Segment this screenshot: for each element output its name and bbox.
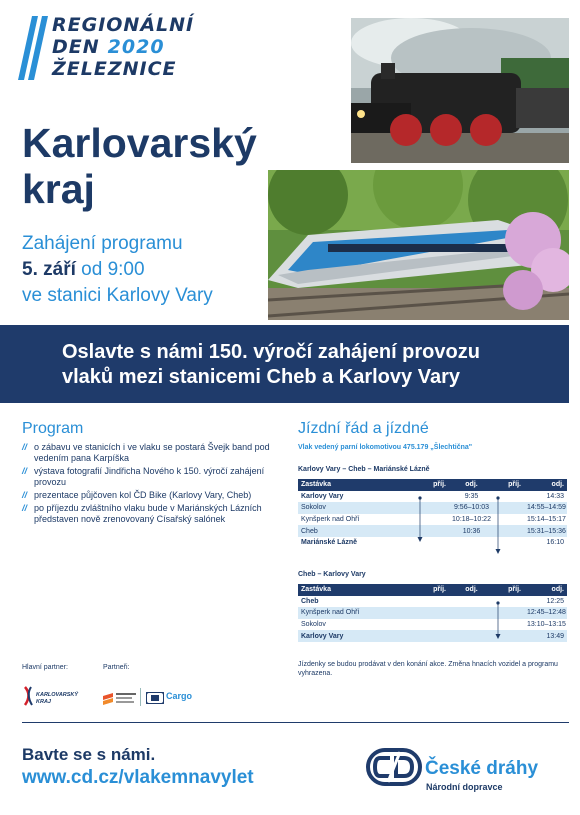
stop-cell: Karlovy Vary <box>298 630 410 642</box>
anniversary-banner <box>0 325 569 403</box>
stop-cell: Kynšperk nad Ohří <box>301 516 360 524</box>
locomotive-note: Vlak vedený parní lokomotivou 475.179 „Šlechtična" <box>298 444 473 451</box>
steam-locomotive-photo <box>351 18 569 163</box>
banner-line2: vlaků mezi stanicemi Cheb a Karlovy Vary <box>62 366 460 388</box>
departure-cell: 15:14–15:17 <box>527 516 566 524</box>
logo-year: 2020 <box>107 36 165 58</box>
intro-line2 <box>22 257 213 283</box>
footer-divider <box>22 722 569 723</box>
region-logo-text: KARLOVARSKÝ KRAJ <box>36 692 79 705</box>
program-item <box>22 490 292 501</box>
program-list <box>22 442 292 527</box>
banner-line1: Oslavte s námi 150. výročí zahájení provozu <box>62 341 480 363</box>
bullet-icon: // <box>22 442 28 452</box>
intro-date: 5. září <box>22 259 76 280</box>
departure-cell: 15:31–15:36 <box>524 525 567 537</box>
program-item <box>22 466 292 488</box>
col-departure: odj. <box>449 584 494 596</box>
col-departure: odj. <box>524 479 567 491</box>
event-logo <box>52 14 194 80</box>
train-direction-arrows <box>298 479 567 649</box>
cd-cargo-label: Cargo <box>166 691 193 701</box>
logo-line2-row <box>52 36 194 58</box>
departure-cell: 9:56–10:03 <box>449 502 494 514</box>
timetable-note: Jízdenky se budou prodávat v den konání akce. Změna hnacích vozidel a programu vyhrazena. <box>298 661 558 677</box>
departure-cell: 10:36 <box>449 525 494 537</box>
stop-cell: Karlovy Vary <box>301 492 344 500</box>
brand-name: České dráhy <box>425 758 539 779</box>
intro-time: od 9:00 <box>75 259 145 280</box>
region-logo-icon <box>22 685 36 707</box>
program-item <box>22 442 292 464</box>
program-item-text: prezentace půjčoven kol ČD Bike (Karlovy Vary, Cheb) <box>34 490 252 500</box>
intro-line1: Zahájení programu <box>22 233 183 254</box>
program-item-text: po příjezdu zvláštního vlaku bude v Mariánských Lázních představen nově zrenovovaný Císařský salónek <box>34 503 262 524</box>
partners-label: Partneři: <box>103 664 130 671</box>
departure-cell: 13:10–13:15 <box>527 621 566 629</box>
logo-line1: REGIONÁLNÍ <box>52 14 195 36</box>
route2-title: Cheb – Karlovy Vary <box>298 571 366 578</box>
stop-cell: Cheb <box>301 597 319 605</box>
bullet-icon: // <box>22 490 28 500</box>
brand-subtitle: Národní dopravce <box>426 782 503 792</box>
intro-line3: ve stanici Karlovy Vary <box>22 285 213 306</box>
program-item-text: o zábavu ve stanicích i ve vlaku se postará Švejk band pod vedením pana Karpíška <box>34 442 270 463</box>
departure-cell: 9:35 <box>464 492 479 500</box>
stop-cell: Sokolov <box>298 502 410 514</box>
programme-intro <box>22 231 213 309</box>
program-item <box>22 503 292 525</box>
arrow-down-icon <box>496 601 501 639</box>
page-title <box>22 120 257 212</box>
col-stop: Zastávka <box>298 584 410 596</box>
ceske-drahy-logo-icon <box>366 748 422 786</box>
departure-cell: 12:45–12:48 <box>524 607 567 619</box>
program-item-text: výstava fotografií Jindřicha Nového k 150. výročí zahájení provozu <box>34 466 265 487</box>
footer-url-link[interactable]: www.cd.cz/vlakemnavylet <box>22 767 254 788</box>
stop-cell: Kynšperk nad Ohří <box>298 607 410 619</box>
route1-title: Karlovy Vary – Cheb – Mariánské Lázně <box>298 466 430 473</box>
program-heading: Program <box>22 420 84 437</box>
departure-cell: 14:55–14:59 <box>524 502 567 514</box>
cd-cargo-icon <box>146 692 164 704</box>
col-arrival: příj. <box>494 479 524 491</box>
title-line1: Karlovarský <box>22 120 257 166</box>
col-departure: odj. <box>524 584 567 596</box>
bullet-icon: // <box>22 466 28 476</box>
timetable-heading: Jízdní řád a jízdné <box>298 420 429 437</box>
main-partner-label: Hlavní partner: <box>22 664 68 671</box>
bullet-icon: // <box>22 503 28 513</box>
stop-cell: Sokolov <box>301 621 326 629</box>
stop-cell: Cheb <box>298 525 410 537</box>
departure-cell: 14:33 <box>546 492 564 500</box>
logo-line2: DEN <box>52 36 100 58</box>
stop-cell: Mariánské Lázně <box>301 539 358 547</box>
col-departure: odj. <box>449 479 494 491</box>
karlovarsky-kraj-logo <box>22 685 77 715</box>
title-line2: kraj <box>22 166 95 212</box>
departure-cell: 10:18–10:22 <box>452 516 491 524</box>
col-arrival: příj. <box>410 479 449 491</box>
col-arrival: příj. <box>494 584 524 596</box>
partner-logos <box>103 688 203 708</box>
partner-logo-icon <box>103 690 137 706</box>
pendolino-train-photo <box>268 170 569 320</box>
col-arrival: příj. <box>410 584 449 596</box>
col-stop: Zastávka <box>298 479 410 491</box>
departure-cell: 13:49 <box>524 630 567 642</box>
arrow-down-icon <box>418 496 423 542</box>
logo-line3: ŽELEZNICE <box>52 58 177 80</box>
departure-cell: 12:25 <box>546 597 564 605</box>
arrow-down-icon <box>496 496 501 554</box>
footer-slogan: Bavte se s námi. <box>22 745 156 764</box>
departure-cell: 16:10 <box>546 539 564 547</box>
